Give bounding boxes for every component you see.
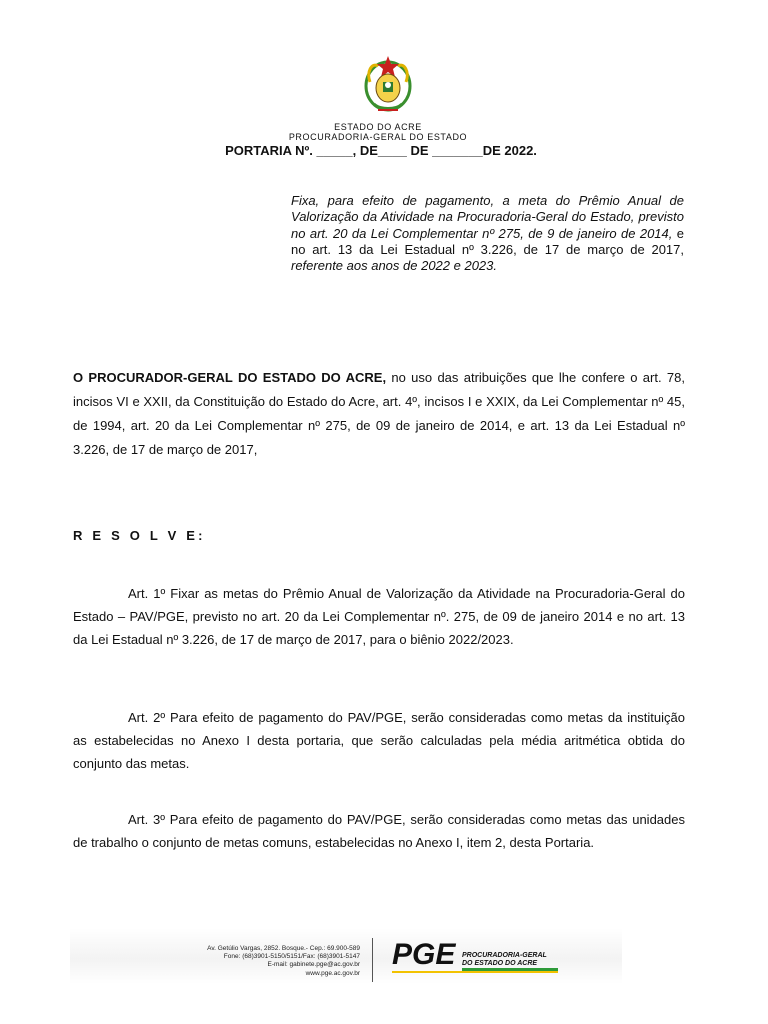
pge-logo-yellow-bar <box>392 971 558 973</box>
article-3: Art. 3º Para efeito de pagamento do PAV/PGE, serão consideradas como metas das unidades de trabalho o conjunto de metas comuns, estabelecidas no Anexo I, item 2, desta Portaria. <box>73 812 685 850</box>
ementa-part-2: e no art. 13 da Lei Estadual nº 3.226, de 17 de março de 2017, <box>291 225 685 257</box>
state-coat-of-arms-icon <box>364 52 412 116</box>
pge-logo-name <box>462 952 582 968</box>
document-title: PORTARIA Nº. _____, DE____ DE _______DE 2022. <box>225 143 537 158</box>
ementa-part-3: referente aos anos de 2022 e 2023. <box>291 258 497 274</box>
pge-logo-name-line1: PROCURADORIA-GERAL <box>462 952 547 959</box>
ementa-part-1: Fixa, para efeito de pagamento, a meta do Prêmio Anual de Valorização da Atividade na Procuradoria-Geral do Estado, previsto no art. 20 da Lei Complementar nº 275, de 9 de janeiro de 2014, <box>291 193 684 241</box>
resolve-heading: R E S O L V E: <box>73 528 206 543</box>
preamble-paragraph <box>73 366 685 462</box>
footer-website: www.pge.ac.gov.br <box>305 969 360 977</box>
footer-address <box>160 945 360 978</box>
pge-logo-text: PGE <box>392 938 456 971</box>
pge-logo-name-line2: DO ESTADO DO ACRE <box>462 960 538 967</box>
preamble-text: no uso das atribuições que lhe confere o art. 78, incisos VI e XXII, da Constituição do Estado do Acre, art. 4º, incisos I e XXIX, da Lei Complementar nº 45, de 1994, art. 20 da Lei Complementar nº 275, de 09 de janeiro de 2014, e art. 13 da Lei Estadual nº 3.226, de 17 de março de 2017, <box>73 370 685 457</box>
article-1: Art. 1º Fixar as metas do Prêmio Anual de Valorização da Atividade na Procuradoria-Geral do Estado – PAV/PGE, previsto no art. 20 da Lei Complementar nº. 275, de 09 de janeiro 2014 e no art. 13 da Lei Estadual nº 3.226, de 17 de março de 2017, para o biênio 2022/2023. <box>73 586 685 647</box>
article-2: Art. 2º Para efeito de pagamento do PAV/PGE, serão consideradas como metas da instituição as estabelecidas no Anexo I desta portaria, que serão calculadas pela média aritmética obtida do conjunto das metas. <box>73 710 685 771</box>
preamble-lead: O PROCURADOR-GERAL DO ESTADO DO ACRE, <box>73 370 387 385</box>
ementa-paragraph <box>291 193 684 274</box>
header-agency-name: PROCURADORIA-GERAL DO ESTADO <box>288 132 468 142</box>
footer-banner <box>70 928 622 984</box>
footer-address-line: Av. Getúlio Vargas, 2852. Bosque.- Cep.: 69.900-589 <box>207 945 360 952</box>
header-state-name: ESTADO DO ACRE <box>334 122 422 132</box>
footer-email: E-mail: gabinete.pge@ac.gov.br <box>267 961 360 969</box>
footer-divider <box>372 938 373 982</box>
footer-address-line: Fone: (68)3901-5150/5151/Fax: (68)3901-5147 <box>223 953 360 961</box>
